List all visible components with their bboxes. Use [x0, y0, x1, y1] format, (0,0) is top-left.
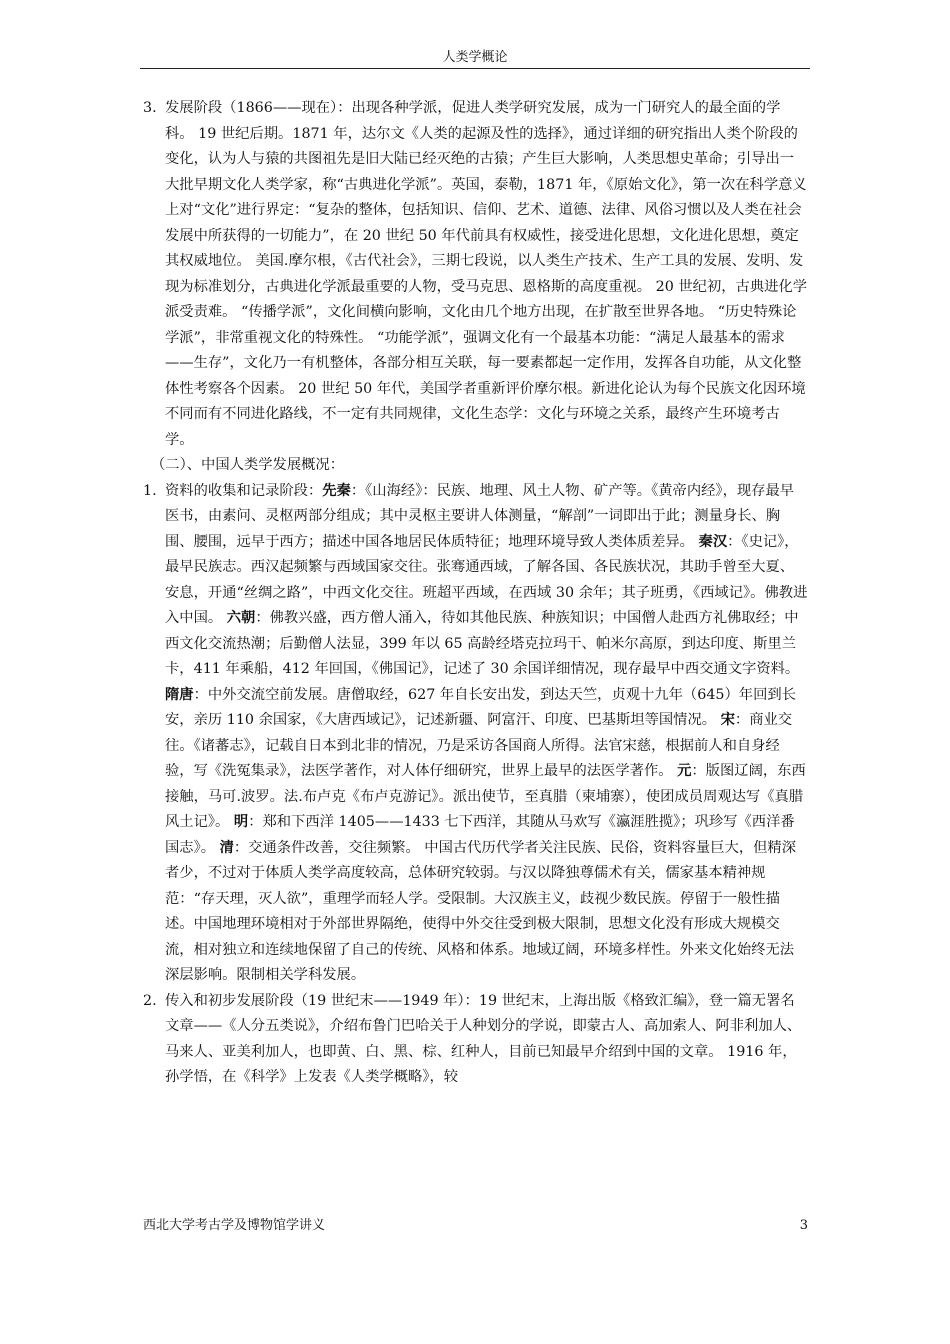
paragraph-text: ：交通条件改善，交往频繁。 中国古代历代学者关注民族、民俗，资料容量巨大，但精深者少，不过对于体质人类学高度较高，总体研究较弱。与汉以降独尊儒术有关，儒家基本精神规范：“存天理，灭人欲”，重理学而轻人学。受限制。大汉族主义，歧视少数民族。停留于一般性描述。中国地理环境相对于外部世界隔绝，使得中外交往受到极大限制，思想文化没有形成大规模交流，相对独立和连续地保留了自己的传统、风格和体系。地域辽阔，环境多样性。外来文化始终无法深层影响。限制相关学科发展。: [165, 839, 797, 983]
item-2-paragraph: [143, 989, 808, 1091]
paragraph-text: ：商业交往。《诸蕃志》，记载自日本到北非的情况，乃是采访各国商人所得。法官宋慈，根据前人和自身经验，写《洗冤集录》，法医学著作，对人体仔细研究，世界上最早的法医学著作。: [165, 712, 793, 779]
period-label-suitang: 隋唐: [165, 686, 194, 703]
item-number: 2.: [143, 992, 157, 1009]
paragraph-text: 资料的收集和记录阶段：: [165, 482, 323, 499]
period-label-song: 宋: [720, 712, 735, 728]
period-label-qinhan: 秦汉: [698, 533, 728, 550]
period-label-ming: 明: [233, 814, 249, 830]
period-label-xianqin: 先秦: [322, 482, 351, 499]
header-title: 人类学概论: [442, 50, 508, 65]
section-3-paragraph: [143, 96, 808, 453]
paragraph-text: 传入和初步发展阶段（19 世纪末——1949 年）：19 世纪末，上海出版《格致汇编》，登一篇无署名文章——《人分五类说》，介绍布鲁门巴哈关于人种划分的学说，即蒙古人、高加索人、阿非利加人、马来人、亚美利加人，也即黄、白、黑、棕、红种人，目前已知最早介绍到中国的文章。 1916 年，孙学悟，在《科学》上发表《人类学概略》，较: [165, 992, 802, 1085]
paragraph-text: ：佛教兴盛，西方僧人涌入，待如其他民族、种族知识；中国僧人赴西方礼佛取经；中西文化交流热潮；后勤僧人法显，399 年以 65 高龄经塔克拉玛干、帕米尔高原，到达印度、斯里兰卡，411 年乘船，412 年回国，《佛国记》，记述了 30 余国详细情况，现存最早中西交通文字资料。: [165, 610, 800, 677]
item-number: 3.: [143, 100, 157, 116]
page-footer: [143, 1216, 808, 1236]
period-label-yuan: 元: [677, 763, 692, 779]
item-1-paragraph: [143, 479, 808, 989]
paragraph-text: ：版图辽阔，东西接触，马可.波罗。法.布卢克《布卢克游记》。派出使节，至真腊（柬埔寨），使团成员周观达写《真腊风土记》。: [165, 763, 806, 830]
period-label-qing: 清: [219, 839, 234, 856]
paragraph-text: 发展阶段（1866——现在）：出现各种学派，促进人类学研究发展，成为一门研究人的最全面的学科。 19 世纪后期。1871 年，达尔文《人类的起源及性的选择》，通过详细的研究指出人类个阶段的变化，认为人与猿的共图祖先是旧大陆已经灭绝的古猿；产生巨大影响，人类思想史革命；引导出一大批早期文化人类学家，称“古典进化学派”。英国，泰勒，1871 年，《原始文化》，第一次在科学意义上对“文化”进行界定：“复杂的整体，包括知识、信仰、艺术、道德、法律、风俗习惯以及人类在社会发展中所获得的一切能力”，在 20 世纪 50 年代前具有权威性，接受进化思想，文化进化思想，奠定其权威地位。 美国.摩尔根，《古代社会》，三期七段说，以人类生产技术、生产工具的发展、发明、发现为标准划分，古典进化学派最重要的人物，受马克思、恩格斯的高度重视。 20 世纪初，古典进化学派受责难。 “传播学派”，文化间横向影响，文化由几个地方出现，在扩散至世界各地。 “历史特殊论学派”，非常重视文化的特殊性。 “功能学派”，强调文化有一个最基本功能：“满足人最基本的需求——生存”，文化乃一有机整体，各部分相互关联，每一要素都起一定作用，发挥各自功能，从文化整体性考察各个因素。 20 世纪 50 年代，美国学者重新评价摩尔根。新进化论认为每个民族文化因环境不同而有不同进化路线，不一定有共同规律，文化生态学：文化与环境之关系，最终产生环境考古学。: [165, 100, 808, 448]
paragraph-text: ：中外交流空前发展。唐僧取经，627 年自长安出发，到达天竺，贞观十九年（645）年回到长安，亲历 110 余国家，《大唐西域记》，记述新疆、阿富汗、印度、巴基斯坦等国情况。: [165, 686, 796, 728]
paragraph-text: ：郑和下西洋 1405——1433 七下西洋，其随从马欢写《瀛涯胜揽》；巩珍写《西洋番国志》。: [165, 814, 795, 856]
paragraph-text: ：《山海经》：民族、地理、风土人物、矿产等。《黄帝内经》，现存最早医书，由素问、灵枢两部分组成；其中灵枢主要讲人体测量，“解剖”一词即出于此；测量身长、胸围、腰围，远早于西方；描述中国各地居民体质特征；地理环境导致人类体质差异。: [165, 482, 795, 550]
subheading-china: （二）、中国人类学发展概况：: [151, 457, 345, 473]
body-text: [143, 96, 808, 1091]
footer-source: 西北大学考古学及博物馆学讲义: [143, 1218, 326, 1233]
running-header: [140, 40, 810, 69]
item-number: 1.: [143, 482, 157, 499]
paragraph-text: ：《史记》，最早民族志。西汉起频繁与西域国家交往。张骞通西域，了解各国、各民族状况，其助手曾至大夏、安息，开通“丝绸之路”，中西文化交往。班超平西域，在西域 30 余年；其子班勇，《西域记》。佛教进入中国。: [165, 533, 808, 626]
page-number: 3: [799, 1218, 808, 1233]
period-label-liuchao: 六朝: [226, 610, 256, 626]
